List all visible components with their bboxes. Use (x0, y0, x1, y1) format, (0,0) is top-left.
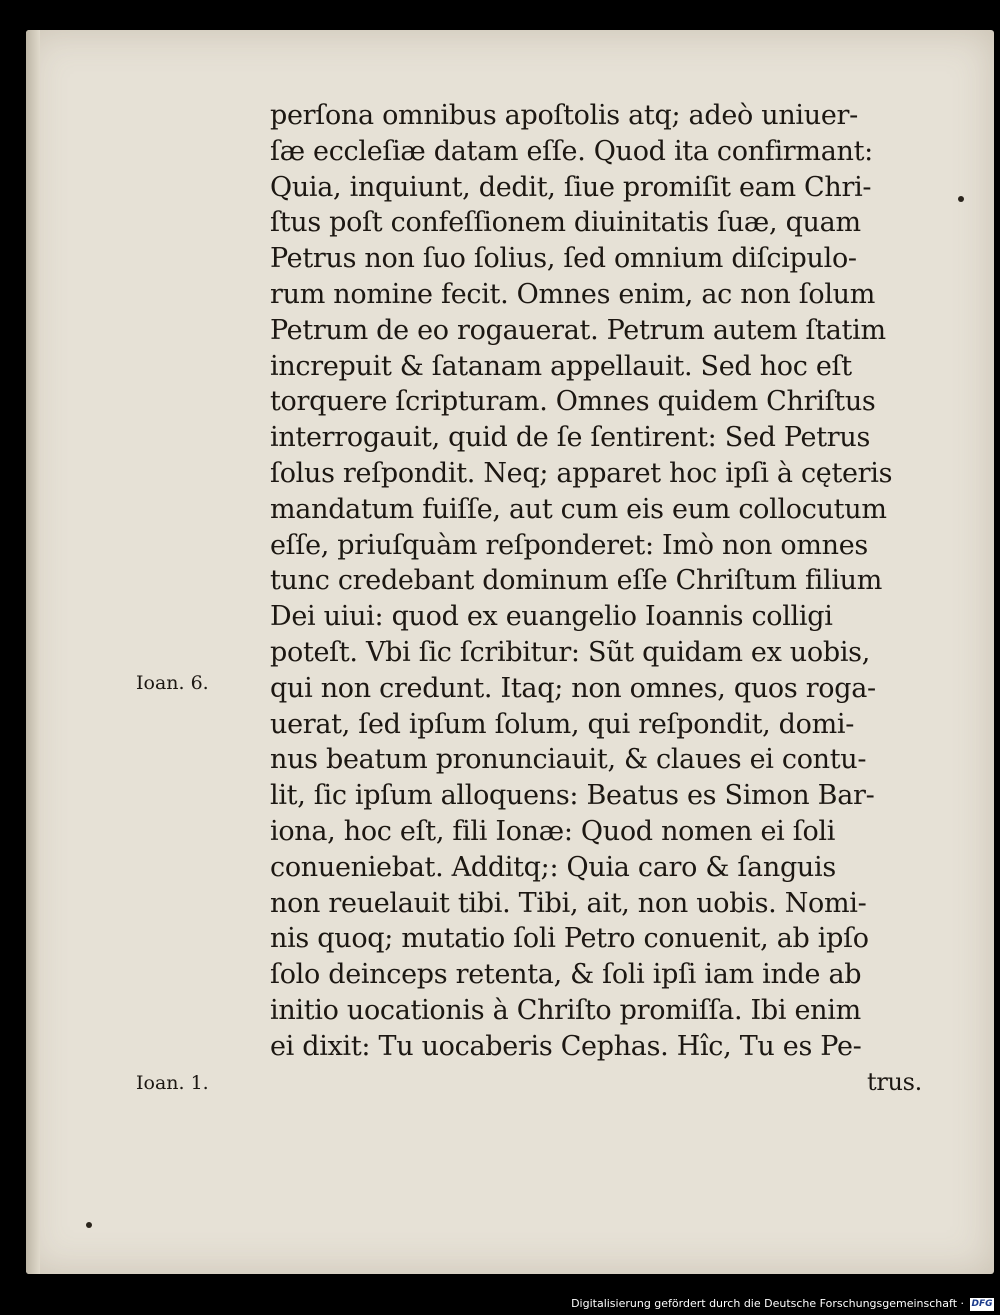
text-line: increpuit & ſatanam appellauit. Sed hoc eſt (270, 350, 852, 382)
text-line: qui non credunt. Itaq; non omnes, quos roga- (270, 672, 876, 704)
text-line: nis quoq; mutatio ſoli Petro conuenit, ab ipſo (270, 923, 869, 955)
ink-speck (86, 1222, 92, 1228)
text-line: interrogauit, quid de ſe ſentirent: Sed Petrus (270, 422, 871, 454)
text-line: ſtus poſt confeſſionem diuinitatis ſuæ, quam (270, 207, 861, 239)
text-line: non reuelauit tibi. Tibi, ait, non uobis. Nomi- (270, 887, 867, 919)
ink-speck (958, 196, 964, 202)
catchword: trus. (866, 1067, 922, 1096)
footer-credit: Digitalisierung gefördert durch die Deutsche Forschungsgemeinschaft · (571, 1297, 964, 1310)
page-text (270, 98, 930, 1100)
text-line: torquere ſcripturam. Omnes quidem Chriſtus (270, 386, 876, 418)
text-line: iona, hoc eſt, fili Ionæ: Quod nomen ei ſoli (270, 815, 836, 847)
dfg-logo: DFG (971, 1299, 993, 1309)
text-line: poteſt. Vbi ſic ſcribitur: Sũt quidam ex uobis, (270, 636, 870, 668)
text-line: ſæ eccleſiæ datam eſſe. Quod ita confirmant: (270, 135, 873, 167)
footer-bar (0, 1293, 1000, 1315)
text-line: Petrum de eo rogauerat. Petrum autem ſtatim (270, 314, 886, 346)
text-line: mandatum fuiſſe, aut cum eis eum collocutum (270, 493, 887, 525)
text-line: nus beatum pronunciauit, & claues ei contu- (270, 744, 867, 776)
text-line: tunc credebant dominum eſſe Chriſtum filium (270, 565, 883, 597)
text-line: lit, ſic ipſum alloquens: Beatus es Simon Bar- (270, 780, 875, 812)
text-line: conueniebat. Additq;: Quia caro & ſanguis (270, 851, 836, 883)
marginal-note: Ioan. 1. (136, 1072, 209, 1094)
text-line: Petrus non ſuo ſolius, ſed omnium diſcipulo- (270, 243, 857, 275)
text-line: rum nomine fecit. Omnes enim, ac non ſolum (270, 278, 876, 310)
text-line: ei dixit: Tu uocaberis Cephas. Hîc, Tu es Pe- (270, 1030, 862, 1062)
text-line: initio uocationis à Chriſto promiſſa. Ibi enim (270, 994, 861, 1026)
marginal-note: Ioan. 6. (136, 672, 209, 694)
text-line: eſſe, priuſquàm reſponderet: Imò non omnes (270, 529, 868, 561)
text-line: Dei uiui: quod ex euangelio Ioannis colligi (270, 601, 833, 633)
text-line: ſolus reſpondit. Neq; apparet hoc ipſi à cęteris (270, 457, 893, 489)
text-line: uerat, ſed ipſum ſolum, qui reſpondit, domi- (270, 708, 855, 740)
page-edge (26, 30, 40, 1274)
text-line: ſolo deinceps retenta, & ſoli ipſi iam inde ab (270, 959, 862, 991)
text-line: perſona omnibus apoſtolis atq; adeò uniuer- (270, 100, 858, 131)
text-line: Quia, inquiunt, dedit, ſiue promiſit eam Chri- (270, 171, 872, 203)
